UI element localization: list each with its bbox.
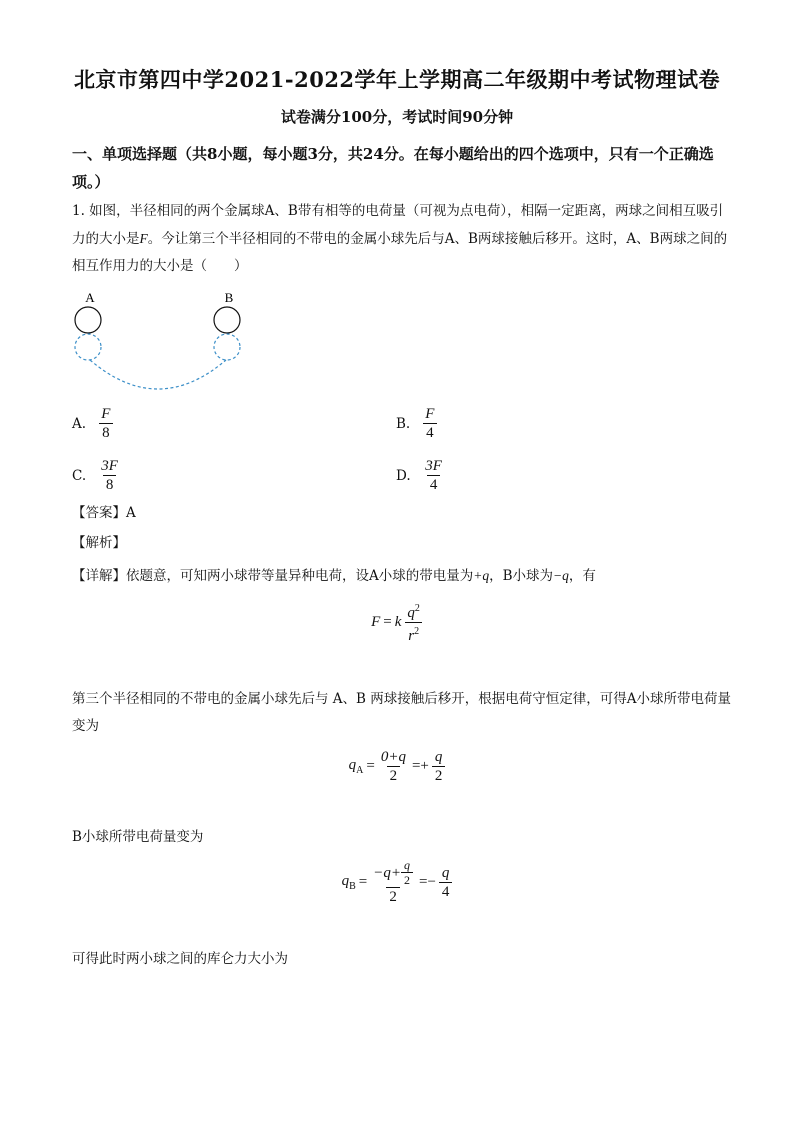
eq-denominator: r xyxy=(408,628,415,644)
section-heading: 一、单项选择题（共8小题，每小题3分，共24分。在每小题给出的四个选项中，只有一个正确选项。） xyxy=(72,145,714,191)
sphere-a xyxy=(75,307,101,333)
option-d[interactable] xyxy=(396,457,445,494)
charge-a-equation xyxy=(0,748,794,785)
eq3-fraction xyxy=(370,858,416,906)
eq3-nested-denominator: 2 xyxy=(401,872,413,887)
question-stem-text-1: 1. 如图，半径相同的两个金属球A、B带有相等的电荷量（可视为点电荷），相隔一定距离，两球之间相互吸引力的大小是 xyxy=(72,203,724,247)
option-fraction xyxy=(422,405,437,442)
fraction-numerator: 3F xyxy=(425,458,442,474)
detail-label: 【详解】 xyxy=(72,568,126,584)
answer-value: A xyxy=(126,505,136,521)
charge-negative: −q xyxy=(553,568,569,583)
fraction-denominator: 8 xyxy=(99,423,113,442)
detail-text-1: 依题意，可知两小球带等量异种电荷，设A小球的带电量为 xyxy=(126,568,474,584)
detail-paragraph-4: 可得此时两小球之间的库仑力大小为 xyxy=(72,951,288,967)
fraction-numerator: F xyxy=(101,406,111,422)
detail-paragraph-2: 第三个半径相同的不带电的金属小球先后与 A、B 两球接触后移开，根据电荷守恒定律，可得A小球所带电荷量变为 xyxy=(72,691,732,734)
eq3-nested-fraction xyxy=(401,858,413,887)
charge-positive: +q xyxy=(473,568,490,583)
eq2-lhs: q xyxy=(348,757,357,773)
sphere-a-label: A xyxy=(85,290,95,305)
answer-label: 【答案】 xyxy=(72,505,126,521)
eq-numerator-exponent: 2 xyxy=(414,603,420,614)
fraction-denominator: 4 xyxy=(427,475,441,494)
option-c[interactable] xyxy=(72,457,121,494)
eq2-denominator-2: 2 xyxy=(432,766,446,785)
detail-paragraph-1 xyxy=(72,562,732,590)
detail-paragraph-3: B小球所带电荷量变为 xyxy=(72,829,204,845)
eq2-denominator: 2 xyxy=(387,766,401,785)
option-letter: B. xyxy=(396,415,411,432)
eq3-sign: = xyxy=(358,873,368,890)
fraction-numerator: F xyxy=(425,406,435,422)
sphere-b-label: B xyxy=(224,290,234,305)
sphere-c-position-b xyxy=(214,334,240,360)
analysis-label: 【解析】 xyxy=(72,535,126,551)
detail-text-3: ，有 xyxy=(568,568,596,584)
eq-fraction xyxy=(404,600,423,645)
eq3-denominator-2: 4 xyxy=(439,882,453,901)
eq2-lhs-subscript: A xyxy=(356,765,364,776)
sphere-c-position-a xyxy=(75,334,101,360)
path-of-sphere-c xyxy=(90,360,226,389)
eq2-numerator-2: q xyxy=(434,749,443,765)
sphere-diagram xyxy=(66,288,256,398)
option-letter: A. xyxy=(72,415,87,432)
fraction-denominator: 8 xyxy=(103,475,117,494)
eq3-lhs-subscript: B xyxy=(349,880,356,892)
eq3-denominator: 2 xyxy=(386,887,400,906)
question-1-stem xyxy=(72,198,732,280)
eq2-sign-2: =+ xyxy=(411,758,429,774)
detail-text-2: ，B小球为 xyxy=(489,568,554,584)
answer-line xyxy=(72,500,732,527)
coulomb-equation xyxy=(0,600,794,645)
page-title: 北京市第四中学2021-2022学年上学期高二年级期中考试物理试卷 xyxy=(73,67,721,92)
eq3-numerator-2: q xyxy=(441,864,450,881)
eq2-numerator: 0+q xyxy=(380,749,406,765)
eq-numerator: q xyxy=(407,605,415,621)
eq2-sign: = xyxy=(366,758,375,774)
charge-b-equation xyxy=(0,858,794,906)
eq3-nested-numerator: q xyxy=(403,858,410,872)
option-fraction xyxy=(422,457,445,494)
eq3-numerator-term: −q+ xyxy=(373,864,401,881)
fraction-numerator: 3F xyxy=(101,458,118,474)
question-stem-text-2: 。今让第三个半径相同的不带电的金属小球先后与A、B两球接触后移开。这时，A、B两球之间的相互作用力的大小是（ ） xyxy=(72,231,728,274)
fraction-denominator: 4 xyxy=(423,423,437,442)
eq3-sign-2: =− xyxy=(418,873,436,890)
force-symbol: F xyxy=(139,231,148,246)
eq-constant: k xyxy=(394,614,402,630)
sphere-b xyxy=(214,307,240,333)
exam-info: 试卷满分100分，考试时间90分钟 xyxy=(280,108,514,126)
option-b[interactable] xyxy=(396,405,437,442)
eq3-fraction-2 xyxy=(439,864,453,901)
eq-denominator-exponent: 2 xyxy=(414,626,420,637)
eq2-fraction-2 xyxy=(432,748,446,785)
option-fraction xyxy=(98,457,121,494)
eq2-fraction xyxy=(378,748,409,785)
eq3-lhs: q xyxy=(341,872,350,889)
option-fraction xyxy=(98,405,113,442)
eq-sign: = xyxy=(383,614,392,630)
option-a[interactable] xyxy=(72,405,113,442)
option-letter: D. xyxy=(396,467,411,484)
option-letter: C. xyxy=(72,467,87,484)
eq-lhs: F xyxy=(371,614,381,630)
